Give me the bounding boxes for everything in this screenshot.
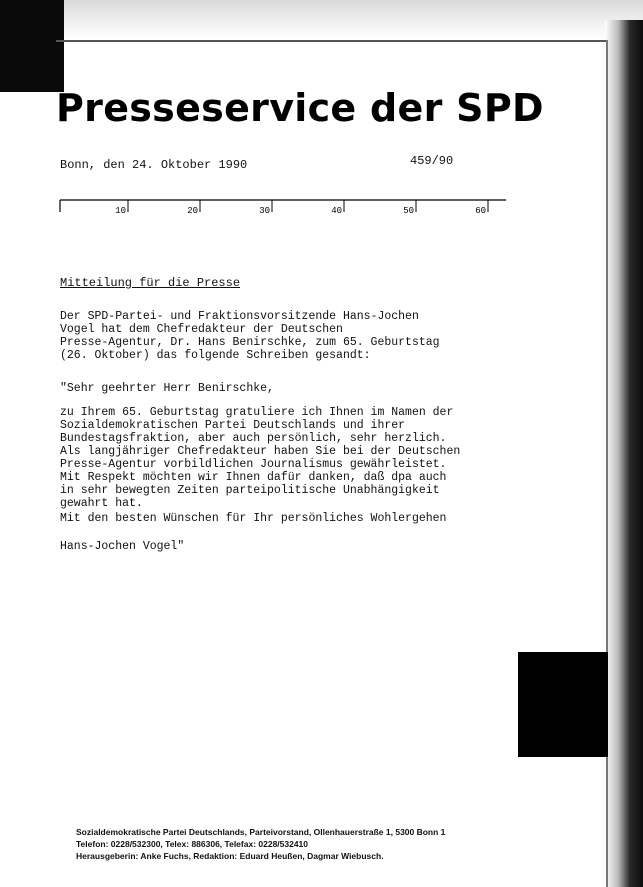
ruler-tick-label: 50 [403, 206, 414, 216]
footer-address: Sozialdemokratische Partei Deutschlands, Parteivorstand, Ollenhauerstraße 1, 5300 Bonn 1 [76, 827, 446, 837]
page-edge-right [606, 40, 608, 887]
dateline: Bonn, den 24. Oktober 1990 [60, 158, 248, 172]
scan-dark-corner [0, 0, 64, 92]
redaction-block [518, 652, 608, 757]
footer-contact: Telefon: 0228/532300, Telex: 886306, Telefax: 0228/532410 [76, 839, 309, 849]
page-edge-top [56, 40, 608, 42]
ruler-tick-label: 40 [331, 206, 342, 216]
ruler-ticks [115, 200, 488, 216]
letter-body: zu Ihrem 65. Geburtstag gratuliere ich Ihnen im Namen der Sozialdemokratischen Partei Deutschlands und ihrer Bundestagsfraktion, aber auch persönlich, sehr herzlich. Als langjähriger Chefredakteur haben Sie bei der Deutschen Presse-Agentur vorbildlichen Journalismus gewährleistet. Mit Respekt möchten wir Ihnen dafür danken, daß dpa auch in sehr bewegten Zeiten parteipolitische Unabhängigkeit gewahrt hat. [60, 406, 461, 510]
ruler-tick-label: 30 [259, 206, 270, 216]
intro-paragraph: Der SPD-Partei- und Fraktionsvorsitzende Hans-Jochen Vogel hat dem Chefredakteur der Deutschen Presse-Agentur, Dr. Hans Benirschke, zum 65. Geburtstag (26. Oktober) das folgende Schreiben gesandt: [60, 310, 440, 362]
release-heading: Mitteilung für die Presse [60, 276, 241, 290]
ruler-tick-label: 20 [187, 206, 198, 216]
scan-dark-edge-right [605, 20, 643, 887]
letter-salutation: "Sehr geehrter Herr Benirschke, [60, 382, 274, 395]
footer-editors: Herausgeberin: Anke Fuchs, Redaktion: Eduard Heußen, Dagmar Wiebusch. [76, 851, 384, 861]
typewriter-ruler [58, 196, 508, 218]
letter-closing: Mit den besten Wünschen für Ihr persönliches Wohlergehen [60, 512, 447, 525]
ruler-tick-label: 10 [115, 206, 126, 216]
masthead-title: Presseservice der SPD [56, 86, 544, 130]
scan-shadow-top [0, 0, 643, 40]
letter-signature: Hans-Jochen Vogel" [60, 540, 185, 553]
ruler-tick-label: 60 [475, 206, 486, 216]
footer-imprint [76, 826, 506, 862]
document-number: 459/90 [410, 154, 454, 168]
